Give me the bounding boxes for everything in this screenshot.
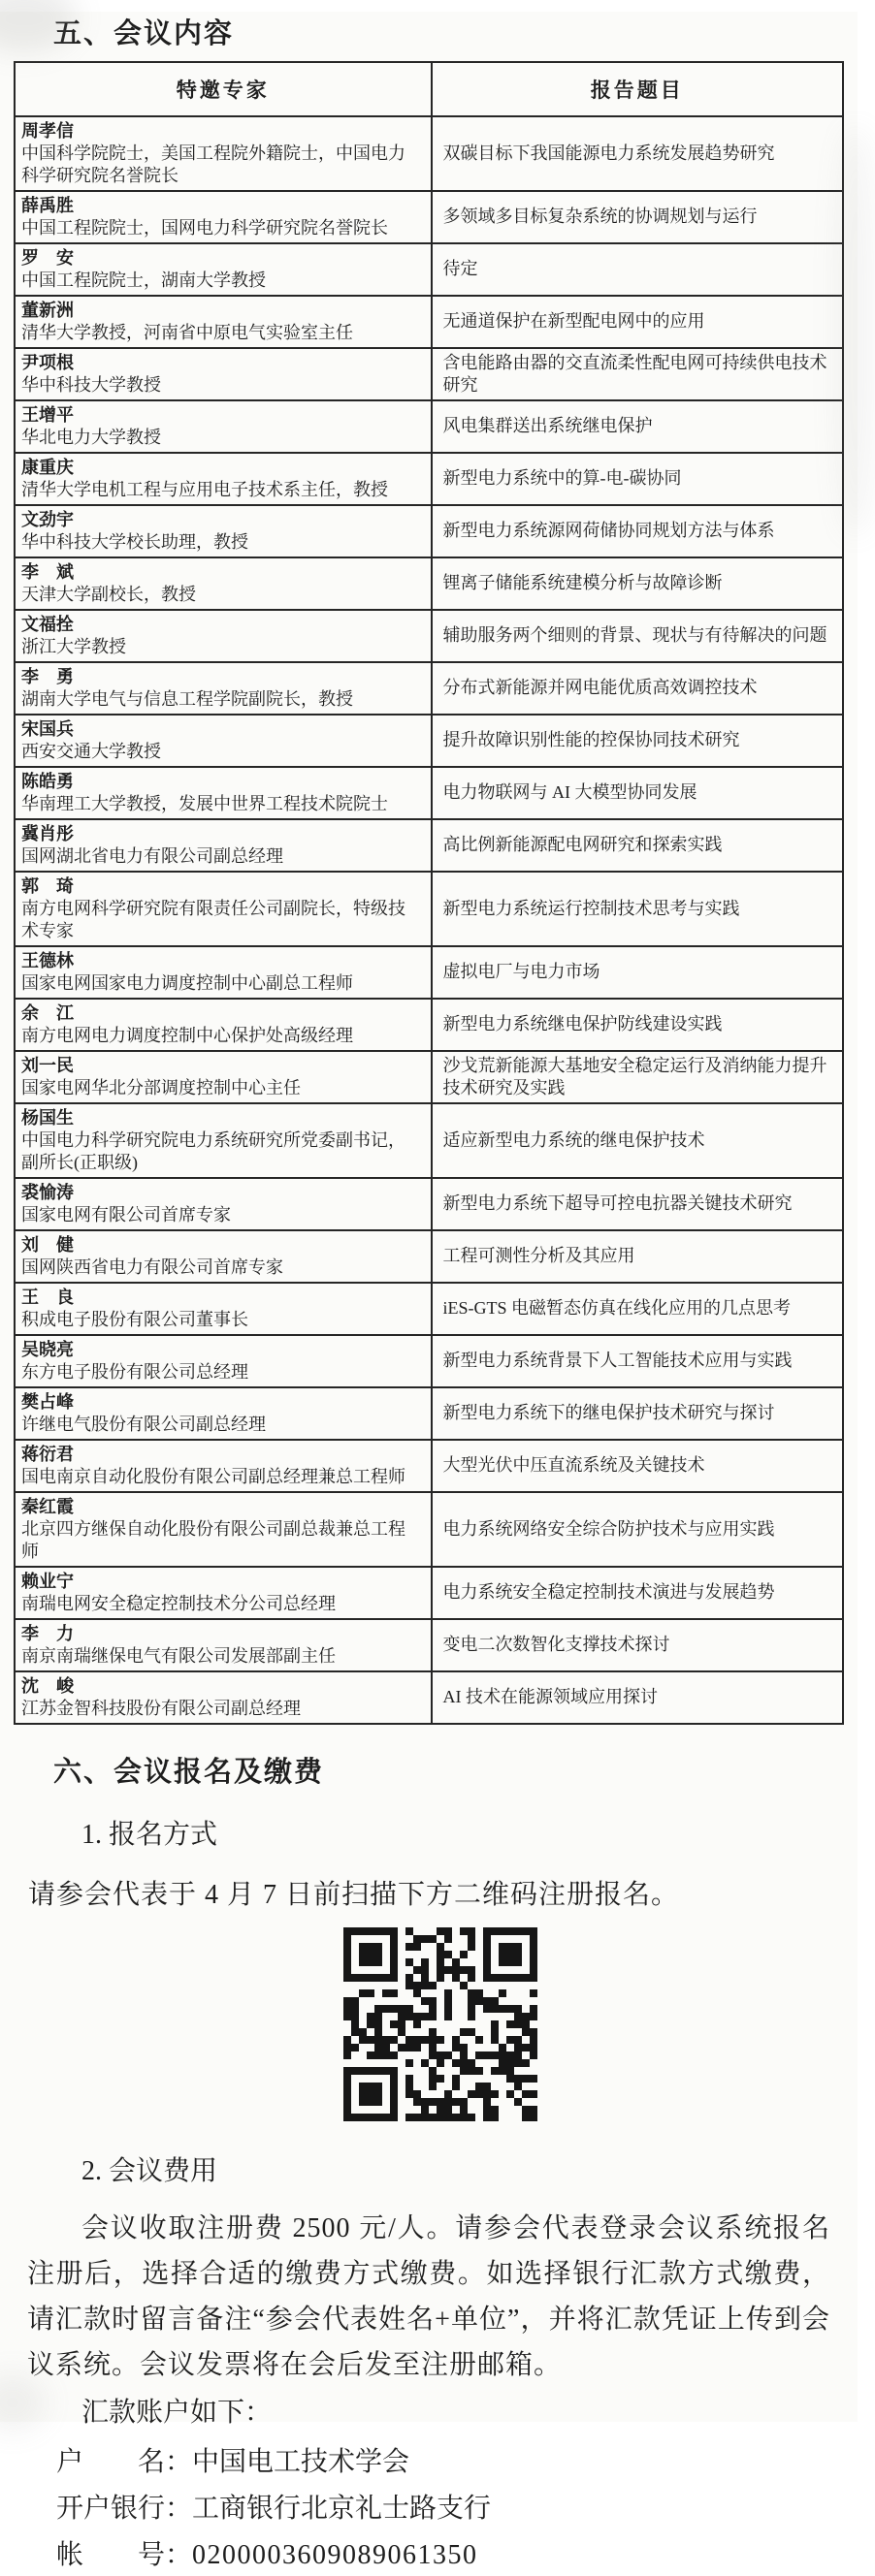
expert-cell bbox=[15, 1103, 432, 1178]
expert-cell bbox=[15, 191, 432, 243]
table-row bbox=[15, 999, 843, 1051]
report-topic: 工程可测性分析及其应用 bbox=[432, 1230, 843, 1283]
expert-affiliation: 中国工程院院士，国网电力科学研究院名誉院长 bbox=[21, 218, 388, 238]
expert-cell bbox=[15, 116, 432, 191]
section-6-title: 六、会议报名及缴费 bbox=[53, 1757, 325, 1788]
document-page bbox=[0, 12, 858, 2570]
expert-affiliation: 南方电网科学研究院有限责任公司副院长，特级技术专家 bbox=[21, 899, 405, 940]
report-topic: AI 技术在能源领域应用探讨 bbox=[432, 1671, 843, 1724]
report-topic: 新型电力系统源网荷储协同规划方法与体系 bbox=[432, 505, 843, 557]
expert-cell bbox=[15, 1567, 432, 1619]
expert-name: 王 良 bbox=[21, 1288, 74, 1307]
expert-cell bbox=[15, 243, 432, 296]
expert-cell bbox=[15, 1387, 432, 1440]
bank-line bbox=[56, 2489, 858, 2529]
expert-cell bbox=[15, 1283, 432, 1335]
table-row bbox=[15, 715, 843, 767]
expert-name: 文劲宇 bbox=[21, 510, 74, 529]
expert-cell bbox=[15, 1492, 432, 1567]
account-name-line bbox=[56, 2442, 858, 2483]
expert-name: 赖业宁 bbox=[21, 1572, 74, 1591]
report-topic: 新型电力系统背景下人工智能技术应用与实践 bbox=[432, 1335, 843, 1387]
table-row bbox=[15, 348, 843, 400]
expert-name: 王增平 bbox=[21, 405, 74, 425]
expert-name: 余 江 bbox=[21, 1003, 74, 1023]
expert-name: 李 力 bbox=[21, 1624, 74, 1643]
report-topic: 新型电力系统下的继电保护技术研究与探讨 bbox=[432, 1387, 843, 1440]
expert-affiliation: 华南理工大学教授，发展中世界工程技术院院士 bbox=[21, 794, 388, 813]
expert-affiliation: 中国电力科学研究院电力系统研究所党委副书记，副所长(正职级) bbox=[21, 1130, 405, 1172]
expert-name: 冀肖彤 bbox=[21, 824, 74, 843]
expert-affiliation: 国家电网有限公司首席专家 bbox=[21, 1205, 231, 1224]
expert-affiliation: 华北电力大学教授 bbox=[21, 428, 161, 447]
expert-cell bbox=[15, 348, 432, 400]
expert-cell bbox=[15, 1230, 432, 1283]
registration-method-label: 1. 报名方式 bbox=[81, 1820, 218, 1850]
expert-name: 宋国兵 bbox=[21, 719, 74, 739]
experts-table-body bbox=[15, 116, 843, 1724]
report-topic: 待定 bbox=[432, 243, 843, 296]
table-header-row bbox=[15, 62, 843, 116]
expert-name: 刘 健 bbox=[21, 1235, 74, 1255]
report-topic: 新型电力系统中的算-电-碳协同 bbox=[432, 453, 843, 505]
bank-value: 工商银行北京礼士路支行 bbox=[192, 2494, 492, 2524]
report-topic: 双碳目标下我国能源电力系统发展趋势研究 bbox=[432, 116, 843, 191]
expert-cell bbox=[15, 505, 432, 557]
expert-affiliation: 国网湖北省电力有限公司副总经理 bbox=[21, 846, 283, 866]
fee-paragraph: 会议收取注册费 2500 元/人。请参会代表登录会议系统报名注册后，选择合适的缴费方式缴费。如选择银行汇款方式缴费，请汇款时留言备注“参会代表姓名+单位”，并将汇款凭证上传到会议系统。会议发票将在会后发至注册邮箱。 bbox=[27, 2213, 830, 2380]
expert-name: 杨国生 bbox=[21, 1108, 74, 1128]
report-topic: 无通道保护在新型配电网中的应用 bbox=[432, 296, 843, 348]
expert-cell bbox=[15, 1619, 432, 1671]
expert-affiliation: 江苏金智科技股份有限公司副总经理 bbox=[21, 1699, 301, 1718]
report-topic: 沙戈荒新能源大基地安全稳定运行及消纳能力提升技术研究及实践 bbox=[432, 1051, 843, 1103]
expert-cell bbox=[15, 1440, 432, 1492]
expert-affiliation: 华中科技大学教授 bbox=[21, 375, 161, 395]
table-row bbox=[15, 453, 843, 505]
expert-cell bbox=[15, 296, 432, 348]
table-row bbox=[15, 872, 843, 946]
expert-name: 秦红霞 bbox=[21, 1497, 74, 1516]
expert-affiliation: 南瑞电网安全稳定控制技术分公司总经理 bbox=[21, 1594, 336, 1613]
table-row bbox=[15, 191, 843, 243]
report-topic: 新型电力系统运行控制技术思考与实践 bbox=[432, 872, 843, 946]
expert-affiliation: 清华大学教授，河南省中原电气实验室主任 bbox=[21, 323, 353, 342]
table-row bbox=[15, 1178, 843, 1230]
expert-name: 沈 峻 bbox=[21, 1676, 74, 1696]
table-row bbox=[15, 1567, 843, 1619]
registration-qr-code bbox=[12, 1927, 869, 2126]
report-topic: 新型电力系统下超导可控电抗器关键技术研究 bbox=[432, 1178, 843, 1230]
expert-cell bbox=[15, 715, 432, 767]
report-topic: 电力物联网与 AI 大模型协同发展 bbox=[432, 767, 843, 819]
expert-name: 吴晓亮 bbox=[21, 1340, 74, 1359]
expert-affiliation: 西安交通大学教授 bbox=[21, 742, 161, 761]
fee-section-label: 2. 会议费用 bbox=[81, 2156, 218, 2186]
header-report-topics: 报告题目 bbox=[432, 62, 843, 116]
header-invited-experts: 特邀专家 bbox=[15, 62, 432, 116]
table-row bbox=[15, 296, 843, 348]
expert-cell bbox=[15, 1335, 432, 1387]
table-row bbox=[15, 1051, 843, 1103]
expert-cell bbox=[15, 610, 432, 662]
expert-affiliation: 南方电网电力调度控制中心保护处高级经理 bbox=[21, 1026, 353, 1045]
table-row bbox=[15, 1440, 843, 1492]
expert-name: 王德林 bbox=[21, 951, 74, 970]
table-row bbox=[15, 1671, 843, 1724]
expert-affiliation: 北京四方继保自动化股份有限公司副总裁兼总工程师 bbox=[21, 1519, 405, 1561]
expert-affiliation: 国电南京自动化股份有限公司副总经理兼总工程师 bbox=[21, 1467, 405, 1486]
table-row bbox=[15, 819, 843, 872]
expert-affiliation: 许继电气股份有限公司副总经理 bbox=[21, 1415, 266, 1434]
report-topic: 辅助服务两个细则的背景、现状与有待解决的问题 bbox=[432, 610, 843, 662]
account-number-value: 0200003609089061350 bbox=[192, 2540, 478, 2570]
expert-cell bbox=[15, 767, 432, 819]
report-topic: 锂离子储能系统建模分析与故障诊断 bbox=[432, 557, 843, 610]
expert-affiliation: 国家电网国家电力调度控制中心副总工程师 bbox=[21, 973, 353, 993]
expert-cell bbox=[15, 872, 432, 946]
expert-cell bbox=[15, 1671, 432, 1724]
expert-name: 刘一民 bbox=[21, 1056, 74, 1075]
report-topic: 含电能路由器的交直流柔性配电网可持续供电技术研究 bbox=[432, 348, 843, 400]
table-row bbox=[15, 767, 843, 819]
expert-affiliation: 中国科学院院士，美国工程院外籍院士，中国电力科学研究院名誉院长 bbox=[21, 143, 405, 185]
table-row bbox=[15, 243, 843, 296]
expert-name: 罗 安 bbox=[21, 248, 74, 268]
expert-affiliation: 湖南大学电气与信息工程学院副院长，教授 bbox=[21, 689, 353, 709]
table-row bbox=[15, 662, 843, 715]
expert-name: 薛禹胜 bbox=[21, 196, 74, 215]
expert-name: 郭 琦 bbox=[21, 876, 74, 896]
expert-name: 陈皓勇 bbox=[21, 772, 74, 791]
section-5-title: 五、会议内容 bbox=[53, 18, 235, 49]
expert-cell bbox=[15, 662, 432, 715]
table-row bbox=[15, 1335, 843, 1387]
expert-name: 康重庆 bbox=[21, 458, 74, 477]
expert-affiliation: 南京南瑞继保电气有限公司发展部副主任 bbox=[21, 1646, 336, 1666]
account-number-line bbox=[56, 2535, 858, 2576]
report-topic: 虚拟电厂与电力市场 bbox=[432, 946, 843, 999]
expert-name: 尹项根 bbox=[21, 353, 74, 372]
expert-name: 蒋衍君 bbox=[21, 1445, 74, 1464]
expert-affiliation: 国家电网华北分部调度控制中心主任 bbox=[21, 1078, 301, 1097]
report-topic: 适应新型电力系统的继电保护技术 bbox=[432, 1103, 843, 1178]
expert-affiliation: 积成电子股份有限公司董事长 bbox=[21, 1310, 248, 1329]
table-row bbox=[15, 1387, 843, 1440]
report-topic: 风电集群送出系统继电保护 bbox=[432, 400, 843, 453]
expert-name: 樊占峰 bbox=[21, 1392, 74, 1412]
table-row bbox=[15, 946, 843, 999]
expert-cell bbox=[15, 557, 432, 610]
table-row bbox=[15, 1230, 843, 1283]
expert-affiliation: 浙江大学教授 bbox=[21, 637, 126, 656]
report-topic: 电力系统网络安全综合防护技术与应用实践 bbox=[432, 1492, 843, 1567]
expert-name: 裘愉涛 bbox=[21, 1183, 74, 1202]
bank-label: 开户银行： bbox=[56, 2494, 193, 2524]
expert-name: 周孝信 bbox=[21, 121, 74, 141]
expert-affiliation: 天津大学副校长，教授 bbox=[21, 585, 196, 604]
expert-affiliation: 中国工程院院士，湖南大学教授 bbox=[21, 270, 266, 290]
expert-cell bbox=[15, 400, 432, 453]
expert-cell bbox=[15, 946, 432, 999]
report-topic: 新型电力系统继电保护防线建设实践 bbox=[432, 999, 843, 1051]
table-row bbox=[15, 1103, 843, 1178]
table-row bbox=[15, 557, 843, 610]
experts-table bbox=[14, 61, 844, 1725]
expert-name: 李 勇 bbox=[21, 667, 74, 686]
report-topic: 大型光伏中压直流系统及关键技术 bbox=[432, 1440, 843, 1492]
report-topic: 变电二次数智化支撑技术探讨 bbox=[432, 1619, 843, 1671]
report-topic: 分布式新能源并网电能优质高效调控技术 bbox=[432, 662, 843, 715]
expert-name: 文福拴 bbox=[21, 615, 74, 634]
report-topic: 提升故障识别性能的控保协同技术研究 bbox=[432, 715, 843, 767]
account-name-label: 户 名： bbox=[56, 2447, 193, 2477]
registration-instruction: 请参会代表于 4 月 7 日前扫描下方二维码注册报名。 bbox=[28, 1880, 680, 1910]
account-name-value: 中国电工技术学会 bbox=[192, 2447, 410, 2477]
table-row bbox=[15, 505, 843, 557]
table-row bbox=[15, 1283, 843, 1335]
remittance-account-intro: 汇款账户如下： bbox=[81, 2398, 273, 2428]
expert-name: 李 斌 bbox=[21, 562, 74, 582]
expert-affiliation: 清华大学电机工程与应用电子技术系主任，教授 bbox=[21, 480, 388, 499]
expert-affiliation: 东方电子股份有限公司总经理 bbox=[21, 1362, 248, 1382]
account-number-label: 帐 号： bbox=[56, 2540, 193, 2570]
table-row bbox=[15, 1492, 843, 1567]
report-topic: 高比例新能源配电网研究和探索实践 bbox=[432, 819, 843, 872]
expert-affiliation: 国网陕西省电力有限公司首席专家 bbox=[21, 1257, 283, 1277]
table-row bbox=[15, 1619, 843, 1671]
expert-cell bbox=[15, 999, 432, 1051]
report-topic: 多领域多目标复杂系统的协调规划与运行 bbox=[432, 191, 843, 243]
expert-affiliation: 华中科技大学校长助理，教授 bbox=[21, 532, 248, 552]
table-row bbox=[15, 116, 843, 191]
report-topic: iES-GTS 电磁暂态仿真在线化应用的几点思考 bbox=[432, 1283, 843, 1335]
report-topic: 电力系统安全稳定控制技术演进与发展趋势 bbox=[432, 1567, 843, 1619]
expert-cell bbox=[15, 819, 432, 872]
expert-cell bbox=[15, 453, 432, 505]
expert-cell bbox=[15, 1051, 432, 1103]
expert-name: 董新洲 bbox=[21, 301, 74, 320]
table-row bbox=[15, 610, 843, 662]
expert-cell bbox=[15, 1178, 432, 1230]
table-row bbox=[15, 400, 843, 453]
